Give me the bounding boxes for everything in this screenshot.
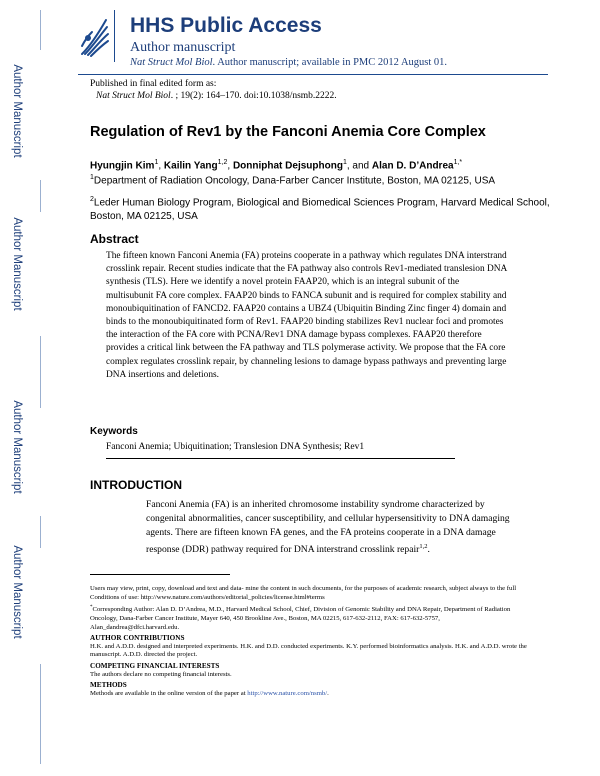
sidebar-divider: [40, 336, 41, 408]
corresponding-author: [90, 604, 530, 632]
sidebar-label-author-manuscript: Author Manuscript: [11, 545, 23, 639]
published-citation-text: . ; 19(2): 164–170. doi:10.1038/nsmb.2222.: [170, 91, 337, 101]
corresponding-text: Corresponding Author: Alan D. D’Andrea, M.D., Harvard Medical School, Chief, Division of Genomic Stability and DNA Repair, Department of Radiation Oncology, Dana-Farber Cancer Institute, Mayer 640, 450 Brookline Ave., Boston, MA 02215, 617-632-2112, FAX: 617-632-5757, Alan_dandrea@dfci.harvard.edu.: [90, 606, 511, 631]
footnotes: [90, 585, 530, 700]
sidebar-label-author-manuscript: Author Manuscript: [11, 217, 23, 311]
methods-link[interactable]: http://www.nature.com/nsmb/: [247, 689, 328, 697]
author-separator: ,: [158, 160, 164, 172]
corresponding-marker: *: [90, 605, 93, 611]
affiliation-1: [90, 171, 570, 187]
hhs-eagle-icon: [76, 10, 112, 62]
methods-prefix: Methods are available in the online version of the paper at: [90, 689, 248, 697]
published-info: [90, 78, 337, 102]
sidebar-divider: [40, 664, 41, 764]
keywords-divider: [106, 458, 455, 459]
author-affiliation-ref: 1: [154, 159, 159, 166]
affiliation-text: Department of Radiation Oncology, Dana-Farber Cancer Institute, Boston, MA 02125, USA: [93, 175, 496, 187]
introduction-text: [146, 498, 516, 557]
methods-suffix: .: [327, 689, 329, 697]
article-title: Regulation of Rev1 by the Fanconi Anemia Core Complex: [90, 124, 486, 140]
methods-heading: METHODS: [90, 681, 127, 690]
published-label: Published in final edited form as:: [90, 79, 217, 89]
author-name: Kailin Yang: [163, 160, 218, 172]
introduction-heading: INTRODUCTION: [90, 478, 182, 492]
author-name: Donniphat Dejsuphong: [232, 160, 343, 172]
citation-ref[interactable]: 1,2: [419, 543, 428, 550]
availability-text: . Author manuscript; available in PMC 2012 August 01.: [212, 57, 448, 68]
author-name: Alan D. D’Andrea: [371, 160, 454, 172]
methods-text: [90, 690, 530, 699]
hhs-logo: [76, 10, 115, 62]
author-separator: , and: [346, 160, 372, 172]
competing-interests-heading: COMPETING FINANCIAL INTERESTS: [90, 661, 220, 670]
author-name: Hyungjin Kim: [90, 160, 155, 172]
terms-of-use: Users may view, print, copy, download and text and data- mine the content in such documents, for the purposes of academic research, subject always to the full Conditions of use: http://www.nature.com/authors/editorial_policies/license.html#terms: [90, 585, 517, 601]
contributions-heading: AUTHOR CONTRIBUTIONS: [90, 634, 185, 643]
published-journal: Nat Struct Mol Biol: [96, 91, 171, 101]
sidebar-label-author-manuscript: Author Manuscript: [11, 64, 23, 158]
keywords-heading: Keywords: [90, 426, 138, 437]
abstract-heading: Abstract: [90, 232, 139, 246]
abstract-text: The fifteen known Fanconi Anemia (FA) proteins cooperate in a pathway which regulates DNA interstrand crosslink repair. Recent studies indicate that the FA pathway also controls Rev1-mediated translesion DNA synthesis (TLS). Here we identify a novel protein FAAP20, which is an integral subunit of the multisubunit FA core complex. FAAP20 binds to FANCA subunit and is required for complex stability and monoubiquitination of FANCD2. FAAP20 contains a UBZ4 (Ubiquitin Binding Zinc finger 4) domain and binds to the monoubiquitinated form of Rev1. FAAP20 binding stabilizes Rev1 nuclear foci and promotes the interaction of the FA core with PCNA/Rev1 DNA damage bypass complexes. FAAP20 therefore provides a critical link between the FA pathway and TLS polymerase activity. We propose that the FA core complex regulates crosslink repair, by channeling lesions to damage bypass pathways and preventing large DNA insertions and deletions.: [106, 251, 507, 380]
published-citation: [90, 90, 337, 102]
hhs-public-access-title: HHS Public Access: [130, 14, 322, 37]
contributions-text: H.K. and A.D.D. designed and interpreted experiments. H.K. and D.D. conducted experiments. K.Y. performed bioinformatics analysis. H.K. and A.D.D. wrote the manuscript. A.D.D. directed the project.: [90, 642, 527, 659]
sidebar-divider: [40, 10, 41, 50]
sidebar-divider: [40, 180, 41, 212]
affiliation-text: Leder Human Biology Program, Biological and Biomedical Sciences Program, Harvard Medical School, Boston, MA 02125, USA: [90, 197, 550, 223]
author-affiliation-ref: 1: [342, 159, 347, 166]
affiliation-marker: 1: [90, 174, 94, 181]
sidebar-divider: [40, 516, 41, 548]
author-manuscript-subtitle: Author manuscript: [130, 40, 236, 55]
journal-name: Nat Struct Mol Biol: [130, 57, 213, 68]
introduction-end: .: [427, 544, 430, 556]
author-affiliation-ref: 1,2: [217, 159, 228, 166]
introduction-paragraph: Fanconi Anemia (FA) is an inherited chromosome instability syndrome characterized by congenital abnormalities, cancer susceptibility, and cellular hypersensitivity to DNA damaging agents. There are fifteen known FA genes, and the FA proteins cooperate in a DNA damage response (DDR) pathway required for DNA interstrand crosslink repair: [146, 499, 510, 556]
competing-interests-text: The authors declare no competing financial interests.: [90, 670, 232, 678]
affiliation-2: [90, 193, 560, 224]
footnote-divider: [90, 574, 230, 575]
keywords-text: Fanconi Anemia; Ubiquitination; Translesion DNA Synthesis; Rev1: [106, 442, 365, 452]
author-separator: ,: [227, 160, 233, 172]
affiliation-marker: 2: [90, 196, 94, 203]
availability-line: [130, 57, 447, 68]
header-divider: [78, 74, 548, 75]
sidebar-label-author-manuscript: Author Manuscript: [11, 400, 23, 494]
author-affiliation-ref: 1,*: [453, 159, 463, 166]
